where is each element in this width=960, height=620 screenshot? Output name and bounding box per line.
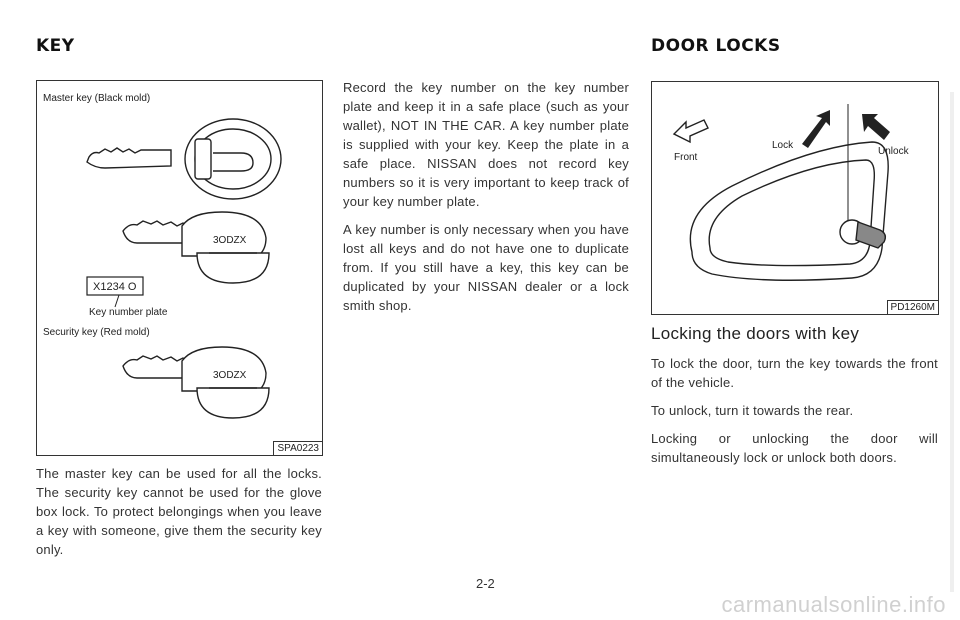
- figure-code-key: SPA0223: [273, 441, 322, 455]
- page-number: 2-2: [476, 576, 495, 591]
- keys-drawing: [37, 81, 322, 455]
- key-number-paragraph-2: A key number is only necessary when you have lost all keys and do not have one to duplicate from. If you still have a key, this key can be duplicated by your NISSAN dealer or a lock smith shop.: [343, 222, 629, 313]
- unlock-instruction: To unlock, turn it towards the rear.: [651, 403, 854, 418]
- security-key-drawing-2: [123, 347, 269, 418]
- lock-label: Lock: [772, 140, 794, 151]
- key-number-text: X1234 O: [93, 281, 137, 293]
- locking-doors-subheading: Locking the doors with key: [651, 324, 860, 343]
- unlock-label: Unlock: [878, 146, 909, 157]
- lock-instruction: To lock the door, turn the key towards the front of the vehicle.: [651, 356, 938, 390]
- unlock-arrow-icon: [862, 114, 890, 140]
- security-key-label: Security key (Red mold): [43, 327, 150, 338]
- door-handle-drawing: [652, 82, 938, 314]
- simultaneous-lock-note: Locking or unlocking the door will simultaneously lock or unlock both doors.: [651, 431, 938, 465]
- key-number-paragraph-1: Record the key number on the key number plate and keep it in a safe place (such as your wallet), NOT IN THE CAR. A key number plate is supplied with your key. Keep the plate in a safe place. NISSAN does not record key numbers so it is very important to keep track of your key number plate.: [343, 80, 629, 209]
- door-handle-outline: [690, 142, 888, 280]
- key-number-plate-label: Key number plate: [89, 307, 168, 318]
- master-key-drawing: [87, 119, 281, 199]
- key-description: [36, 464, 322, 568]
- page-edge: [950, 92, 954, 592]
- svg-text:3ODZX: 3ODZX: [213, 235, 247, 246]
- security-key-drawing-1: [123, 212, 269, 283]
- key-in-lock: [840, 220, 885, 248]
- door-locks-heading: DOOR LOCKS: [651, 36, 781, 56]
- key-paragraph: The master key can be used for all the locks. The security key cannot be used for the glove box lock. To protect belongings when you leave a key with someone, give them the security key only.: [36, 466, 322, 557]
- door-lock-illustration: [651, 81, 939, 315]
- lock-arrow-icon: [802, 110, 830, 148]
- key-illustration: [36, 80, 323, 456]
- front-label: Front: [674, 152, 698, 163]
- svg-text:3ODZX: 3ODZX: [213, 370, 247, 381]
- key-heading: KEY: [36, 36, 75, 56]
- watermark: carmanualsonline.info: [721, 592, 946, 617]
- front-arrow-icon: [674, 120, 708, 142]
- master-key-label: Master key (Black mold): [43, 93, 151, 104]
- figure-code-door: PD1260M: [887, 300, 938, 314]
- key-number-text-block: [343, 78, 629, 324]
- door-lock-instructions: [651, 354, 938, 476]
